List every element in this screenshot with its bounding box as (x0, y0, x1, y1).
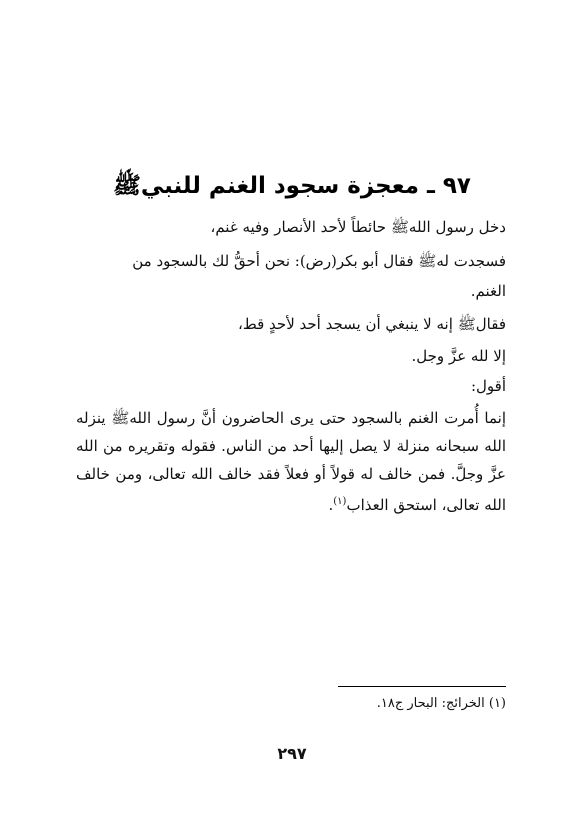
commentary-text: إنما أُمرت الغنم بالسجود حتى يرى الحاضرون أنَّ رسول اللهﷺ ينزله الله سبحانه منزلة لا يصل إليها أحد من الناس. فقوله وتقريره من الله عزَّ وجلَّ. فمن خالف له قولاً أو فعلاً فقد خالف الله تعالى، ومن خالف الله تعالى، استحق العذاب (76, 409, 506, 514)
commentary-paragraph (76, 404, 506, 519)
text-line-1: دخل رسول اللهﷺ حائطاً لأحد الأنصار وفيه غنم، (210, 218, 506, 236)
commentary-end: . (328, 496, 334, 514)
page-number: ٢٩٧ (277, 744, 307, 763)
text-line-6: أقول: (470, 377, 506, 395)
footnote-divider (338, 686, 506, 687)
text-line-2: فسجدت لهﷺ فقال أبو بكر(رض): نحن أحقُّ لك بالسجود من (132, 252, 506, 270)
text-line-3: الغنم. (470, 282, 506, 300)
footnote: (١) الخرائج: البحار ج١٨. (376, 696, 506, 711)
text-line-5: إلا لله عزَّ وجل. (411, 347, 506, 365)
section-heading: ٩٧ ـ معجزة سجود الغنم للنبيﷺ (113, 173, 471, 199)
text-line-4: فقالﷺ إنه لا ينبغي أن يسجد أحد لأحدٍ قط، (238, 315, 506, 333)
footnote-reference: (١) (333, 496, 347, 507)
